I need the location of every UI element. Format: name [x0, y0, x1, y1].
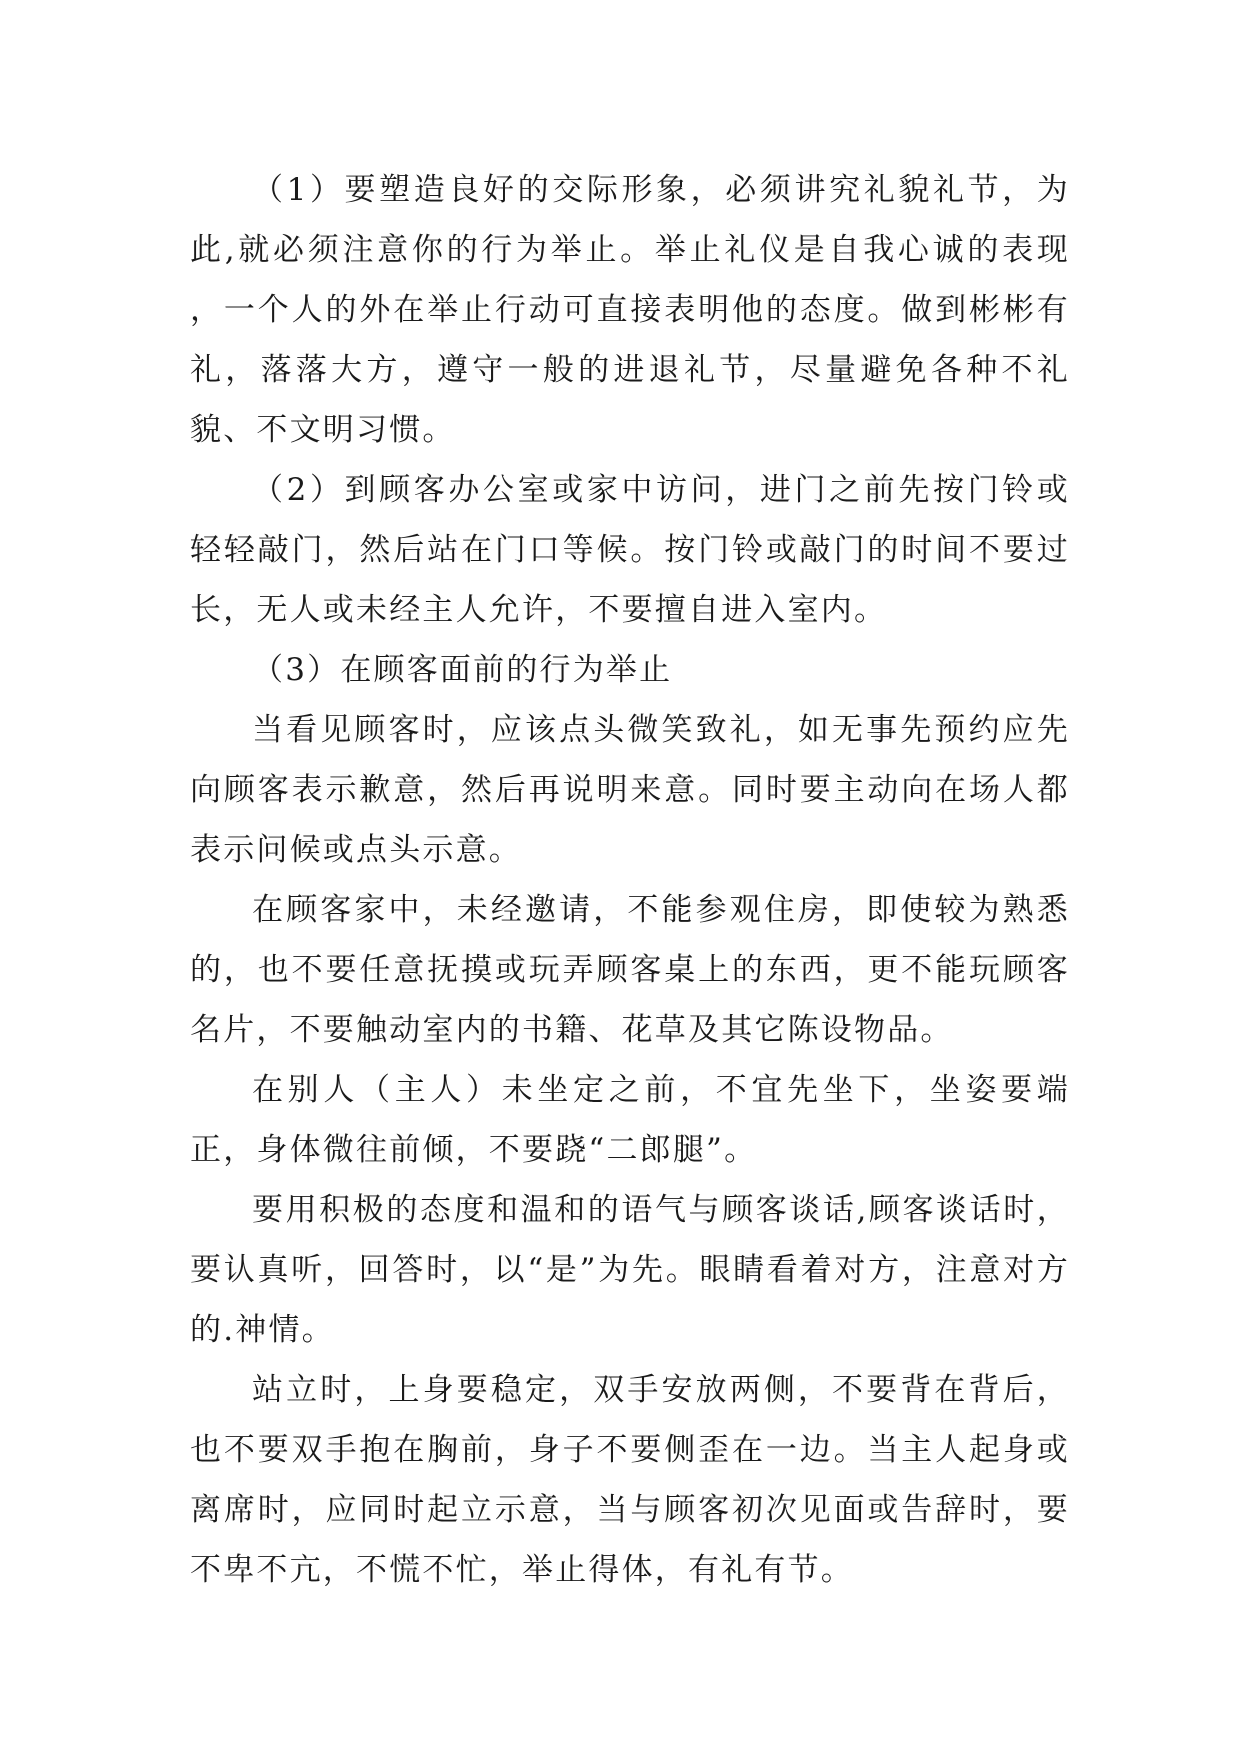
paragraph-1: （1）要塑造良好的交际形象，必须讲究礼貌礼节，为此,就必须注意你的行为举止。举止礼仪是自我心诚的表现 ，一个人的外在举止行动可直接表明他的态度。做到彬彬有礼，落落大方，遵守一般的进退礼节，尽量避免各种不礼貌、不文明习惯。: [190, 172, 1070, 448]
paragraph-4: 当看见顾客时，应该点头微笑致礼，如无事先预约应先向顾客表示歉意，然后再说明来意。同时要主动向在场人都表示问候或点头示意。: [190, 712, 1070, 868]
paragraph-7: 要用积极的态度和温和的语气与顾客谈话,顾客谈话时，要认真听，回答时，以“是”为先。眼睛看着对方，注意对方的.神情。: [190, 1192, 1070, 1348]
paragraph-5: 在顾客家中，未经邀请，不能参观住房，即使较为熟悉的，也不要任意抚摸或玩弄顾客桌上的东西，更不能玩顾客名片，不要触动室内的书籍、花草及其它陈设物品。: [190, 892, 1070, 1048]
paragraph-3: （3）在顾客面前的行为举止: [252, 652, 673, 688]
paragraph-2: （2）到顾客办公室或家中访问，进门之前先按门铃或轻轻敲门，然后站在门口等候。按门铃或敲门的时间不要过长，无人或未经主人允许，不要擅自进入室内。: [190, 472, 1070, 628]
document-body: [190, 160, 1070, 1600]
paragraph-6: 在别人（主人）未坐定之前，不宜先坐下，坐姿要端正，身体微往前倾，不要跷“二郎腿”。: [190, 1072, 1070, 1168]
paragraph-8: 站立时，上身要稳定，双手安放两侧，不要背在背后，也不要双手抱在胸前，身子不要侧歪在一边。当主人起身或离席时，应同时起立示意，当与顾客初次见面或告辞时，要不卑不亢，不慌不忙，举止得体，有礼有节。: [190, 1372, 1070, 1588]
